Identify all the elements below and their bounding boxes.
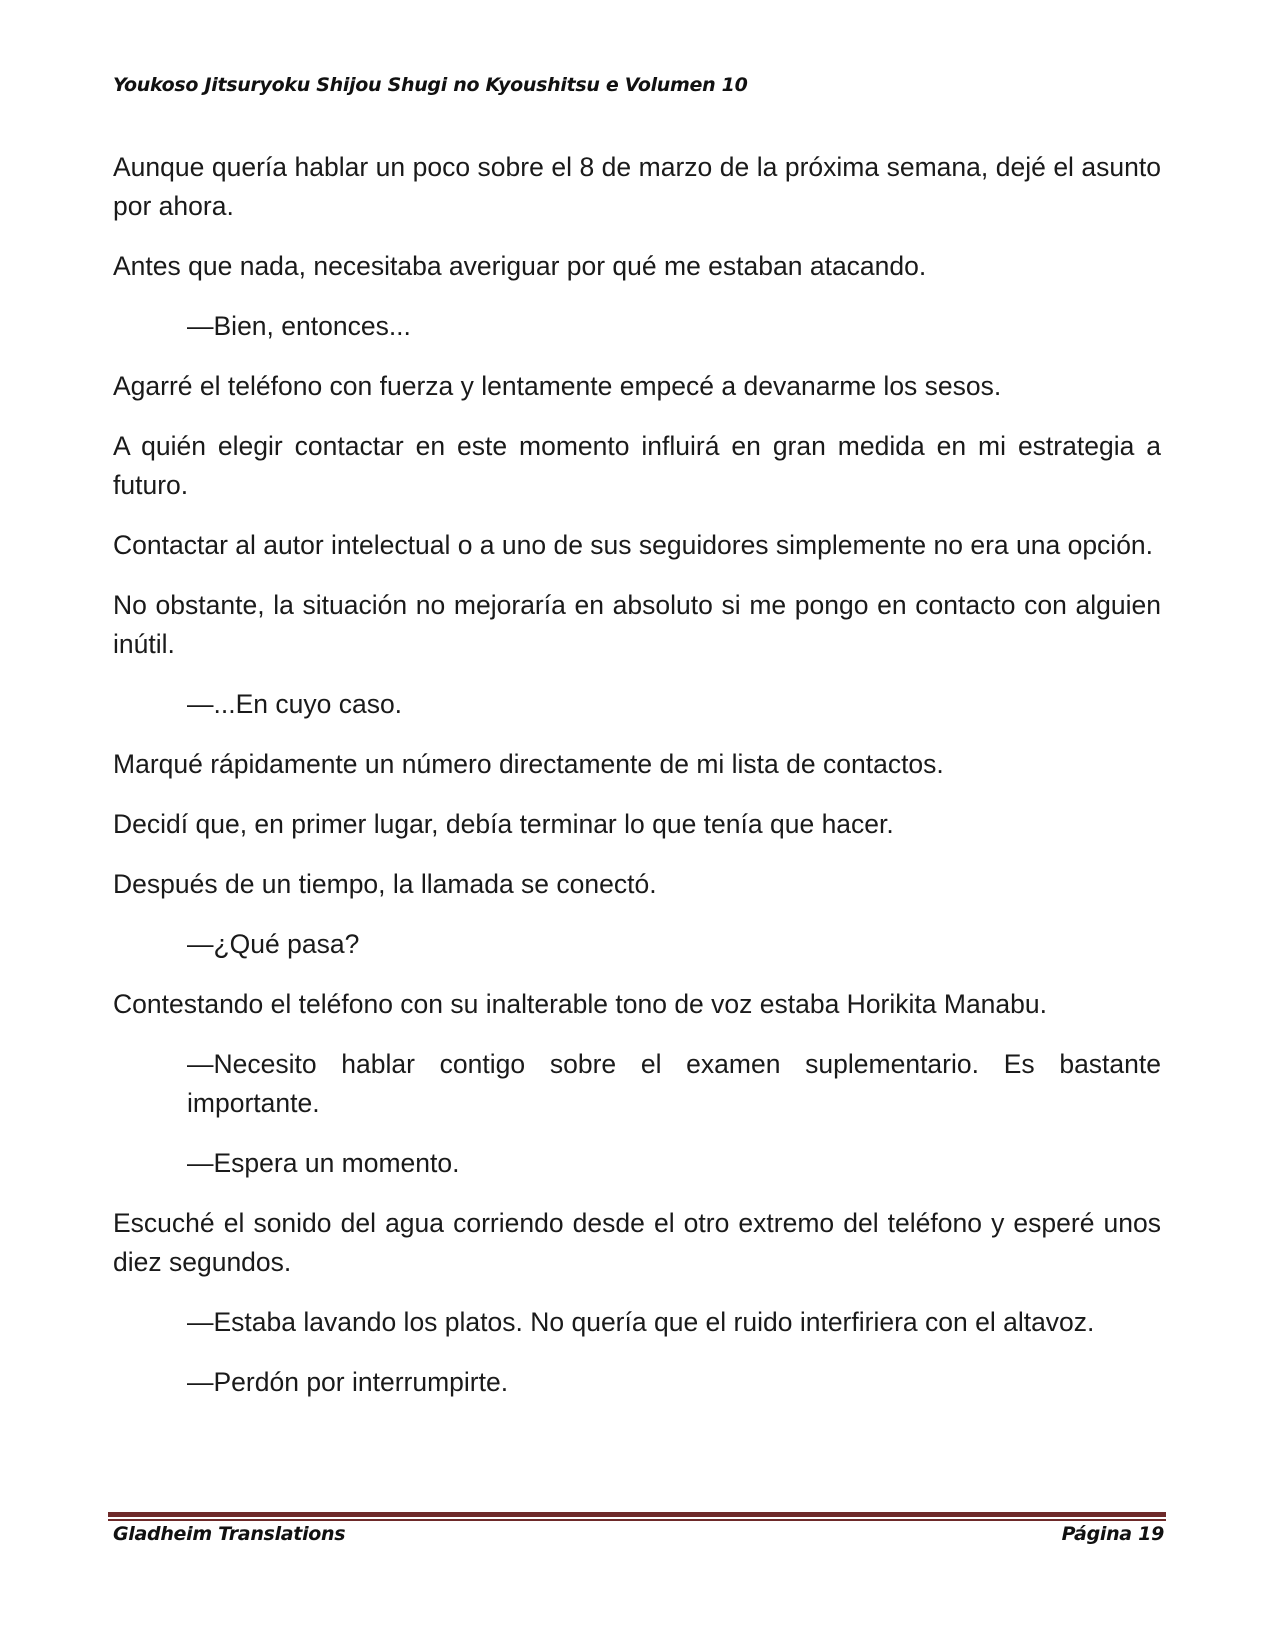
paragraph: Agarré el teléfono con fuerza y lentamente empecé a devanarme los sesos. (113, 371, 1002, 401)
dialogue-line: —Perdón por interrumpirte. (187, 1367, 509, 1397)
running-header: Youkoso Jitsuryoku Shijou Shugi no Kyoushitsu e Volumen 10 (113, 74, 748, 96)
paragraph: A quién elegir contactar en este momento influirá en gran medida en mi estrategia a futuro. (113, 431, 1161, 500)
dialogue-line: —Bien, entonces... (187, 311, 411, 341)
paragraph: Contactar al autor intelectual o a uno de sus seguidores simplemente no era una opción. (113, 530, 1154, 560)
paragraph: Contestando el teléfono con su inalterable tono de voz estaba Horikita Manabu. (113, 989, 1047, 1019)
dialogue-line: —¿Qué pasa? (187, 929, 360, 959)
paragraph: Escuché el sonido del agua corriendo desde el otro extremo del teléfono y esperé unos diez segundos. (113, 1208, 1161, 1277)
dialogue-line: —Necesito hablar contigo sobre el examen suplementario. Es bastante importante. (187, 1049, 1161, 1118)
paragraph: Decidí que, en primer lugar, debía terminar lo que tenía que hacer. (113, 809, 894, 839)
dialogue-line: —Estaba lavando los platos. No quería que el ruido interfiriera con el altavoz. (187, 1307, 1095, 1337)
page-number: Página 19 (1061, 1523, 1164, 1545)
paragraph: Aunque quería hablar un poco sobre el 8 de marzo de la próxima semana, dejé el asunto por ahora. (113, 152, 1161, 221)
dialogue-line: —...En cuyo caso. (187, 689, 403, 719)
footer-credit: Gladheim Translations (113, 1523, 346, 1545)
paragraph: Marqué rápidamente un número directamente de mi lista de contactos. (113, 749, 944, 779)
paragraph: No obstante, la situación no mejoraría en absoluto si me pongo en contacto con alguien inútil. (113, 590, 1161, 659)
body-text (113, 148, 1161, 1423)
footer-rule (108, 1512, 1166, 1517)
dialogue-line: —Espera un momento. (187, 1148, 460, 1178)
paragraph: Después de un tiempo, la llamada se conectó. (113, 869, 657, 899)
footer-rule-thin (108, 1519, 1166, 1521)
paragraph: Antes que nada, necesitaba averiguar por qué me estaban atacando. (113, 251, 927, 281)
